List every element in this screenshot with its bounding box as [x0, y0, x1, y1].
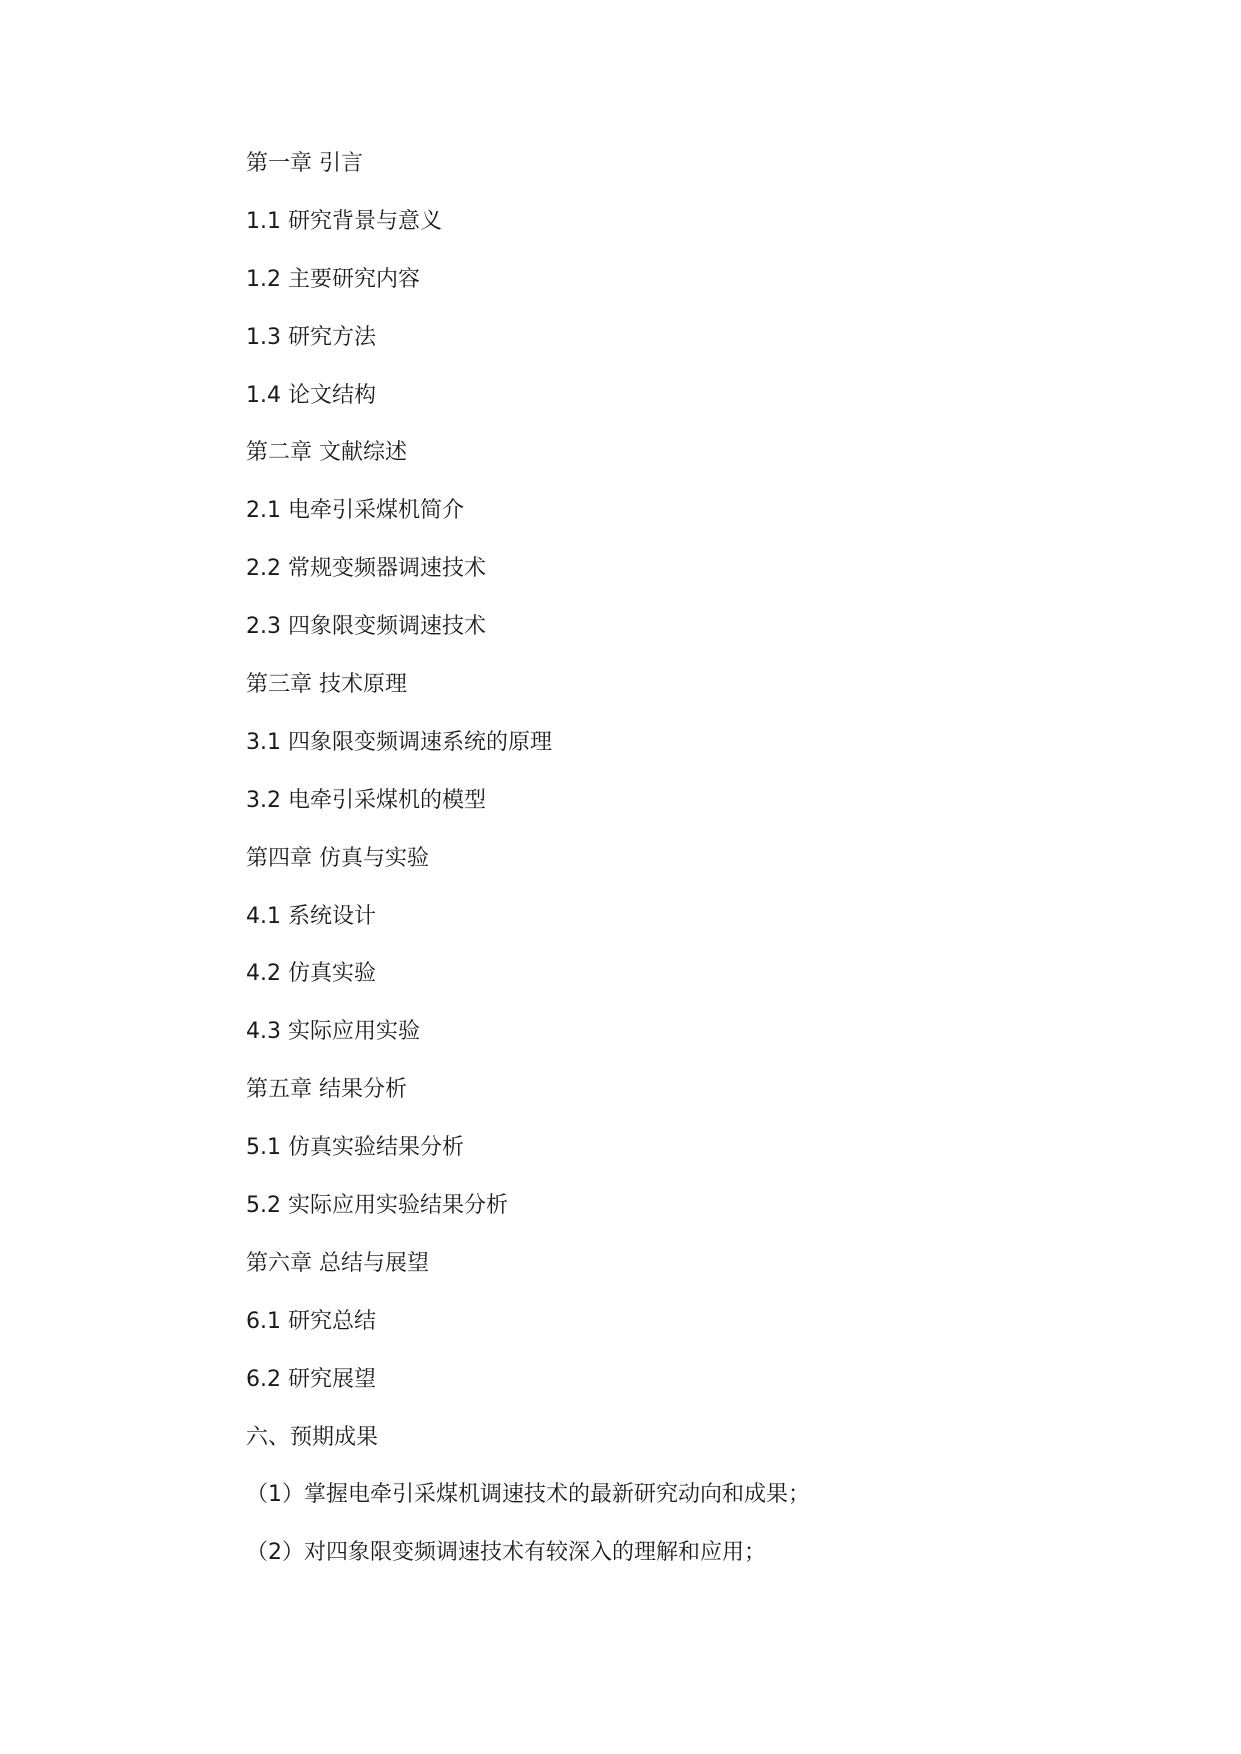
chapter-5-heading: 第五章 结果分析: [246, 1077, 407, 1103]
section-2-2: 2.2 常规变频器调速技术: [246, 556, 486, 582]
section-4-1: 4.1 系统设计: [246, 903, 376, 929]
chapter-3-heading: 第三章 技术原理: [246, 672, 407, 698]
section-6-2: 6.2 研究展望: [246, 1366, 376, 1392]
section-2-1: 2.1 电牵引采煤机简介: [246, 498, 464, 524]
section-3-1: 3.1 四象限变频调速系统的原理: [246, 729, 552, 755]
chapter-6-heading: 第六章 总结与展望: [246, 1250, 429, 1276]
expected-results-heading: 六、预期成果: [246, 1424, 379, 1450]
section-2-3: 2.3 四象限变频调速技术: [246, 614, 486, 640]
section-4-3: 4.3 实际应用实验: [246, 1019, 420, 1045]
outline-list: [246, 148, 810, 1595]
chapter-4-heading: 第四章 仿真与实验: [246, 845, 429, 871]
chapter-2-heading: 第二章 文献综述: [246, 440, 407, 466]
section-4-2: 4.2 仿真实验: [246, 961, 376, 987]
section-1-2: 1.2 主要研究内容: [246, 266, 420, 292]
section-1-4: 1.4 论文结构: [246, 382, 376, 408]
section-1-3: 1.3 研究方法: [246, 324, 376, 350]
section-6-1: 6.1 研究总结: [246, 1308, 376, 1334]
expected-result-item-2: （2）对四象限变频调速技术有较深入的理解和应用；: [246, 1540, 766, 1566]
section-3-2: 3.2 电牵引采煤机的模型: [246, 787, 486, 813]
chapter-1-heading: 第一章 引言: [246, 151, 363, 176]
section-1-1: 1.1 研究背景与意义: [246, 208, 442, 234]
expected-result-item-1: （1）掌握电牵引采煤机调速技术的最新研究动向和成果；: [246, 1482, 810, 1508]
section-5-2: 5.2 实际应用实验结果分析: [246, 1193, 508, 1219]
section-5-1: 5.1 仿真实验结果分析: [246, 1135, 464, 1161]
